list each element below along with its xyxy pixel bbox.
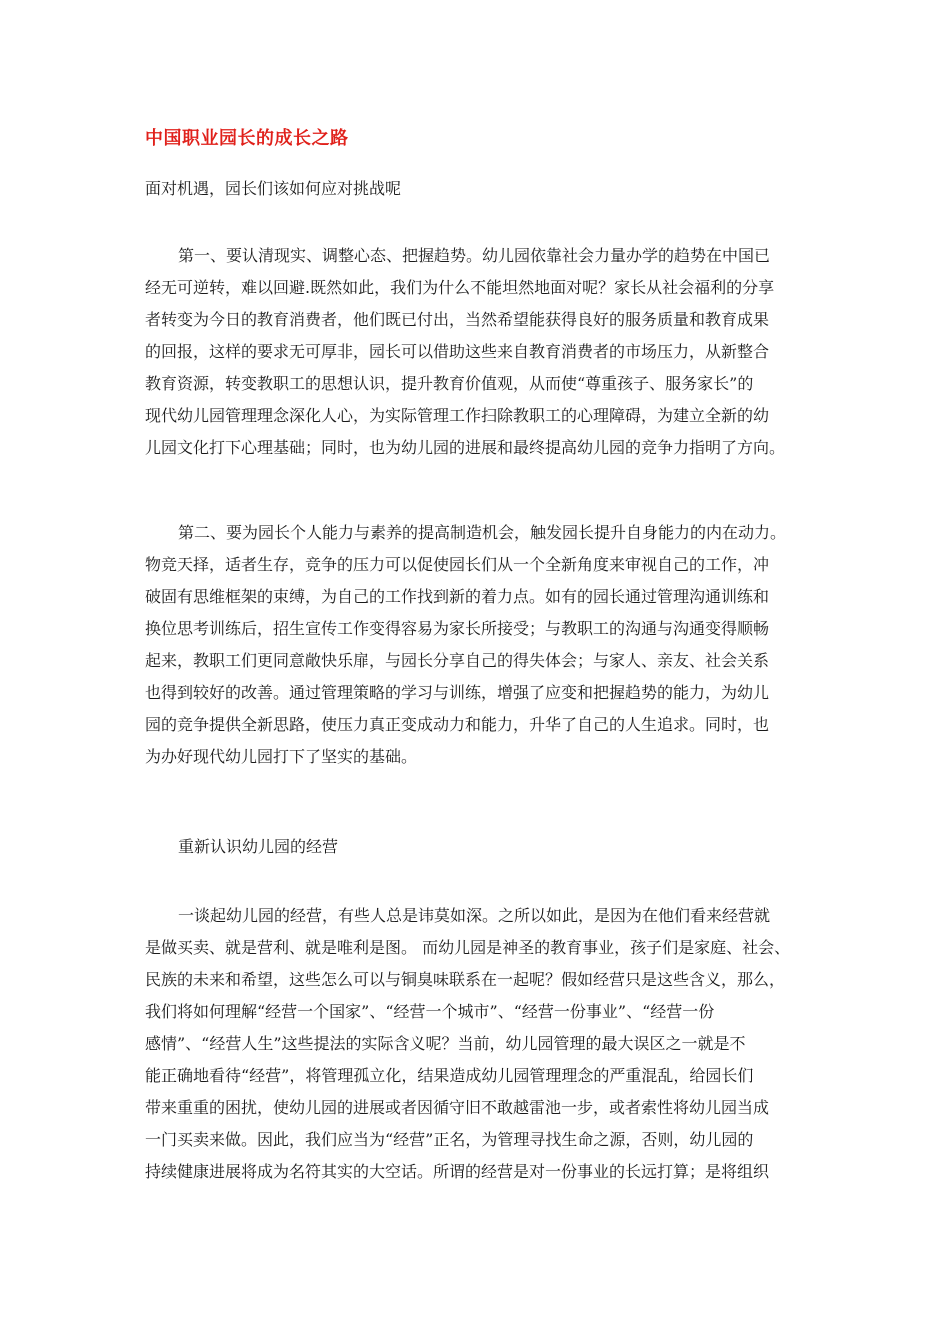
paragraph-2 bbox=[145, 517, 815, 773]
paragraph-line: 带来重重的困扰，使幼儿园的进展或者因循守旧不敢越雷池一步，或者索性将幼儿园当成 bbox=[145, 1098, 770, 1117]
paragraph-line: 一谈起幼儿园的经营，有些人总是讳莫如深。之所以如此，是因为在他们看来经营就 bbox=[178, 906, 771, 925]
paragraph-line: 起来，教职工们更同意敞快乐扉，与园长分享自己的得失体会；与家人、亲友、社会关系 bbox=[145, 651, 770, 670]
paragraph-line: 也得到较好的改善。通过管理策略的学习与训练，增强了应变和把握趋势的能力，为幼儿 bbox=[145, 683, 770, 702]
paragraph-line: 物竞天择，适者生存，竞争的压力可以促使园长们从一个全新角度来审视自己的工作，冲 bbox=[145, 555, 770, 574]
paragraph-line: 一门买卖来做。因此，我们应当为“经营”正名，为管理寻找生命之源，否则，幼儿园的 bbox=[145, 1130, 754, 1149]
paragraph-line: 经无可逆转，难以回避.既然如此，我们为什么不能坦然地面对呢？家长从社会福利的分享 bbox=[145, 278, 775, 297]
section-heading: 重新认识幼儿园的经营 bbox=[178, 837, 339, 856]
paragraph-line: 现代幼儿园管理理念深化人心，为实际管理工作扫除教职工的心理障碍，为建立全新的幼 bbox=[145, 406, 770, 425]
paragraph-line: 第一、要认清现实、调整心态、把握趋势。幼儿园依靠社会力量办学的趋势在中国已 bbox=[178, 246, 771, 265]
paragraph-line: 换位思考训练后，招生宣传工作变得容易为家长所接受；与教职工的沟通与沟通变得顺畅 bbox=[145, 619, 770, 638]
paragraph-line: 的回报，这样的要求无可厚非，园长可以借助这些来自教育消费者的市场压力，从新整合 bbox=[145, 342, 770, 361]
document-title: 中国职业园长的成长之路 bbox=[145, 128, 349, 149]
paragraph-line: 第二、要为园长个人能力与素养的提高制造机会，触发园长提升自身能力的内在动力。 bbox=[178, 523, 787, 542]
paragraph-line: 破固有思维框架的束缚，为自己的工作找到新的着力点。如有的园长通过管理沟通训练和 bbox=[145, 587, 770, 606]
paragraph-line: 为办好现代幼儿园打下了坚实的基础。 bbox=[145, 747, 418, 766]
paragraph-line: 感情”、“经营人生”这些提法的实际含义呢？当前，幼儿园管理的最大误区之一就是不 bbox=[145, 1034, 746, 1053]
paragraph-line: 民族的未来和希望，这些怎么可以与铜臭味联系在一起呢？假如经营只是这些含义，那么， bbox=[145, 970, 786, 989]
paragraph-3 bbox=[145, 900, 815, 1188]
paragraph-1 bbox=[145, 240, 815, 464]
paragraph-line: 者转变为今日的教育消费者，他们既已付出，当然希望能获得良好的服务质量和教育成果 bbox=[145, 310, 770, 329]
paragraph-line: 儿园文化打下心理基础；同时，也为幼儿园的进展和最终提高幼儿园的竞争力指明了方向。 bbox=[145, 438, 786, 457]
paragraph-line: 教育资源，转变教职工的思想认识，提升教育价值观，从而使“尊重孩子、服务家长”的 bbox=[145, 374, 754, 393]
paragraph-line: 是做买卖、就是营利、就是唯利是图。 而幼儿园是神圣的教育事业，孩子们是家庭、社会、 bbox=[145, 938, 791, 957]
document-subtitle: 面对机遇，园长们该如何应对挑战呢 bbox=[145, 179, 402, 198]
paragraph-line: 我们将如何理解“经营一个国家”、“经营一个城市”、“经营一份事业”、“经营一份 bbox=[145, 1002, 715, 1021]
paragraph-line: 能正确地看待“经营”，将管理孤立化，结果造成幼儿园管理理念的严重混乱，给园长们 bbox=[145, 1066, 754, 1085]
paragraph-line: 园的竞争提供全新思路，使压力真正变成动力和能力，升华了自己的人生追求。同时，也 bbox=[145, 715, 770, 734]
paragraph-line: 持续健康进展将成为名符其实的大空话。所谓的经营是对一份事业的长远打算；是将组织 bbox=[145, 1162, 770, 1181]
